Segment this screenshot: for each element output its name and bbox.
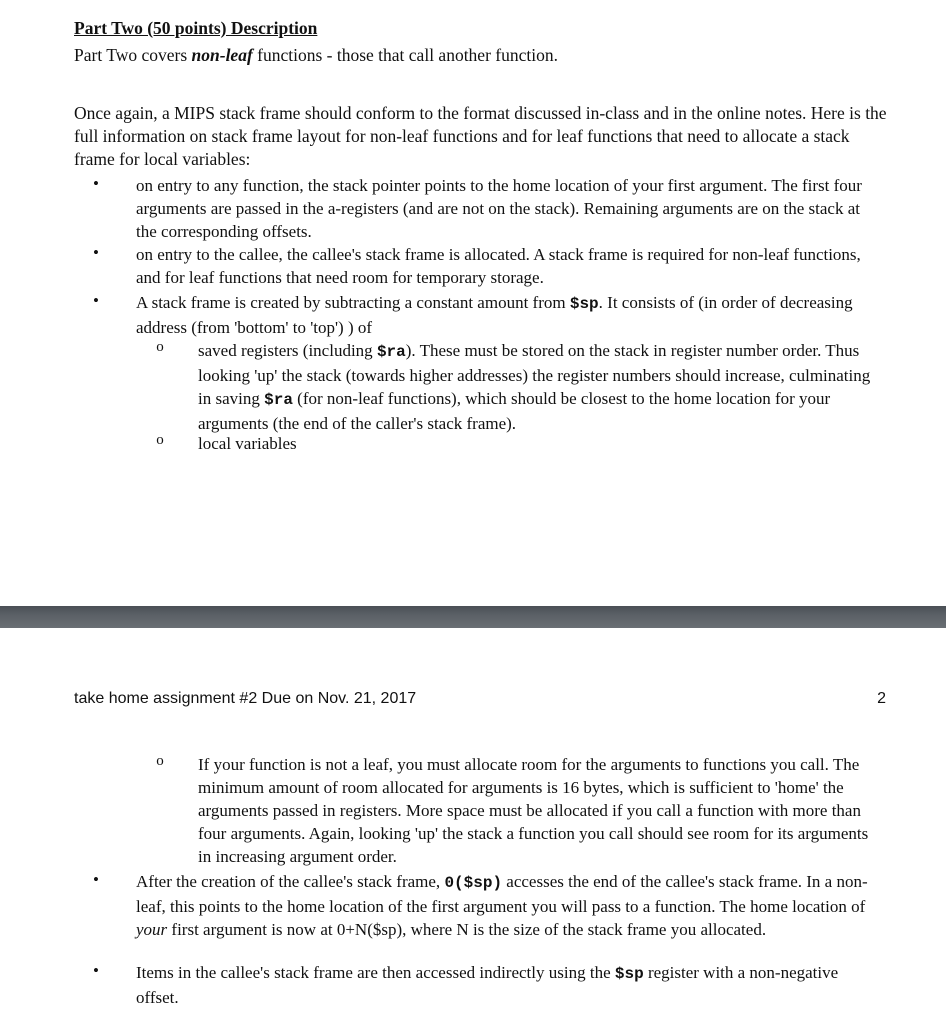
sub-bullet-glyph: o xyxy=(156,432,164,448)
bullet-glyph: • xyxy=(93,870,99,889)
bullet-glyph: • xyxy=(93,291,99,310)
bullet-glyph: • xyxy=(93,243,99,262)
bullet-glyph: • xyxy=(93,174,99,193)
sub-list-item: saved registers (including $ra). These must be stored on the stack in register number order. Thus looking 'up' the stack (towards higher addresses) the register numbers should increase, culminating in saving $ra (for non-leaf functions), which should be closest to the home location for your arguments (the end of the caller's stack frame). xyxy=(198,341,871,433)
list-item: Items in the callee's stack frame are then accessed indirectly using the $sp register with a non-negative offset. xyxy=(136,963,839,1007)
section-title: Part Two (50 points) Description xyxy=(74,18,318,38)
page-separator xyxy=(0,606,946,628)
page-number: 2 xyxy=(877,690,886,707)
list-item: on entry to the callee, the callee's stack frame is allocated. A stack frame is required for non-leaf functions, and for leaf functions that need room for temporary storage. xyxy=(136,245,861,287)
document-page-2 xyxy=(0,628,946,1024)
list-item: on entry to any function, the stack pointer points to the home location of your first argument. The first four arguments are passed in the a-registers (and are not on the stack). Remaining arguments are on the stack at the corresponding offsets. xyxy=(136,176,862,241)
intro-paragraph: Part Two covers non-leaf functions - those that call another function. xyxy=(74,45,558,65)
sub-list-item: local variables xyxy=(198,434,297,453)
sub-list-item: If your function is not a leaf, you must allocate room for the arguments to functions you call. The minimum amount of room allocated for arguments is 16 bytes, which is sufficient to 'home' the arguments passed in registers. More space must be allocated if you call a function with more than four arguments. Again, looking 'up' the stack a function you call should see room for its arguments in increasing argument order. xyxy=(198,755,869,866)
sub-bullet-glyph: o xyxy=(156,753,164,769)
bullet-glyph: • xyxy=(93,961,99,980)
list-item: After the creation of the callee's stack frame, 0($sp) accesses the end of the callee's stack frame. In a non-leaf, this points to the home location of the first argument you will pass to a function. The home location of your first argument is now at 0+N($sp), where N is the size of the stack frame you allocated. xyxy=(136,872,868,939)
sub-bullet-glyph: o xyxy=(156,339,164,355)
page-header-text: take home assignment #2 Due on Nov. 21, 2017 xyxy=(74,690,417,707)
list-item: A stack frame is created by subtracting a constant amount from $sp. It consists of (in order of decreasing address (from 'bottom' to 'top') ) of xyxy=(136,293,853,337)
body-paragraph: Once again, a MIPS stack frame should conform to the format discussed in-class and in the online notes. Here is the full information on stack frame layout for non-leaf functions and for leaf functions that need to allocate a stack frame for local variables: xyxy=(74,103,887,169)
